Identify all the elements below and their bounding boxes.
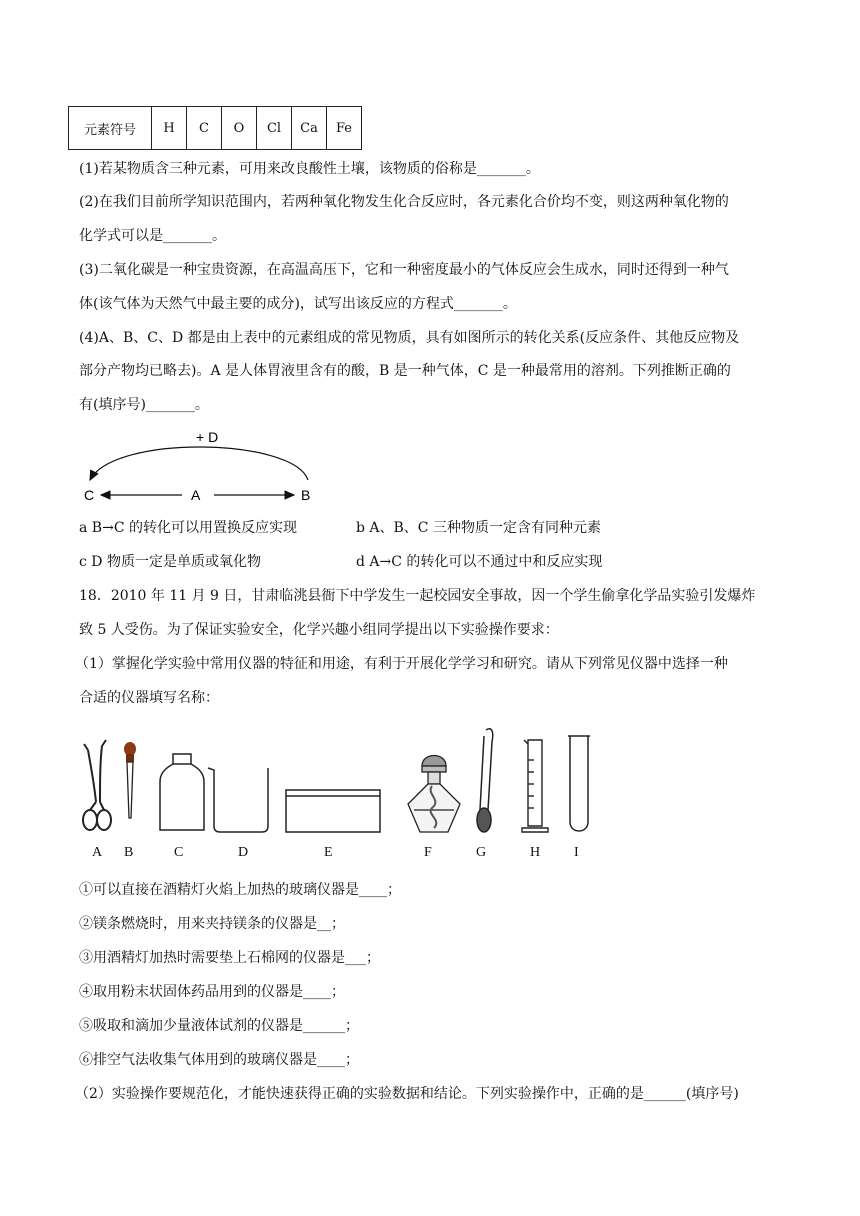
instrument-label-g: G	[476, 845, 487, 860]
test-tube-icon	[568, 736, 590, 831]
table-header-cell: 元素符号	[69, 107, 152, 150]
question-3-line-1: (3)二氧化碳是一种宝贵资源，在高温高压下，它和一种密度最小的气体反应会生成水，同时还得到一种气	[79, 262, 729, 278]
instrument-label-d: D	[238, 845, 249, 860]
instrument-label-f: F	[424, 845, 432, 860]
water-trough-icon	[286, 790, 380, 832]
curved-arrow-b-to-c	[90, 447, 308, 480]
option-d: d A→C 的转化可以不通过中和反应实现	[356, 554, 603, 570]
medicine-spoon-icon	[477, 729, 493, 832]
question-18-line-2: 致 5 人受伤。为了保证实验安全，化学兴趣小组同学提出以下实验操作要求：	[79, 622, 559, 638]
diagram-plus-d-label: + D	[196, 429, 219, 445]
symbol-cell: Cl	[257, 107, 292, 150]
sub-question-5: ⑤吸取和滴加少量液体试剂的仪器是______；	[79, 1018, 359, 1034]
question-4-line-1: (4)A、B、C、D 都是由上表中的元素组成的常见物质，具有如图所示的转化关系(反应条件、其他反应物及	[79, 330, 740, 346]
question-18-part-1-line-1: （1）掌握化学实验中常用仪器的特征和用途，有利于开展化学学习和研究。请从下列常见仪器中选择一种	[75, 656, 728, 672]
question-3-line-2: 体(该气体为天然气中最主要的成分)，试写出该反应的方程式_______。	[79, 296, 517, 312]
instrument-label-b: B	[124, 845, 134, 860]
symbol-cell: O	[222, 107, 257, 150]
instrument-label-i: I	[574, 845, 579, 860]
question-18-part-1-line-2: 合适的仪器填写名称：	[79, 690, 219, 706]
sub-question-3: ③用酒精灯加热时需要垫上石棉网的仪器是___；	[79, 950, 380, 966]
question-18-part-2: （2）实验操作要规范化，才能快速获得正确的实验数据和结论。下列实验操作中，正确的是______(填序号)	[75, 1086, 739, 1102]
instrument-label-h: H	[530, 845, 541, 860]
diagram-node-a: A	[191, 487, 201, 503]
beaker-icon	[208, 768, 268, 832]
question-4-line-2: 部分产物均已略去)。A 是人体胃液里含有的酸，B 是一种气体，C 是一种最常用的溶剂。下列推断正确的	[79, 363, 731, 379]
option-b: b A、B、C 三种物质一定含有同种元素	[356, 520, 601, 536]
sub-question-4: ④取用粉末状固体药品用到的仪器是____；	[79, 984, 345, 1000]
instrument-label-a: A	[92, 845, 103, 860]
conversion-diagram	[74, 428, 324, 506]
option-a: a B→C 的转化可以用置换反应实现	[79, 520, 297, 536]
option-c: c D 物质一定是单质或氧化物	[79, 554, 261, 570]
question-4-line-3: 有(填序号)_______。	[79, 397, 209, 413]
sub-question-1: ①可以直接在酒精灯火焰上加热的玻璃仪器是____；	[79, 882, 401, 898]
question-2-line-2: 化学式可以是_______。	[79, 228, 226, 244]
graduated-cylinder-icon	[522, 740, 548, 832]
symbol-cell: H	[152, 107, 187, 150]
question-18-line-1: 18．2010 年 11 月 9 日，甘肃临洮县衙下中学发生一起校园安全事故，因一个学生偷拿化学品实验引发爆炸	[79, 588, 756, 604]
instrument-label-c: C	[174, 845, 184, 860]
alcohol-lamp-icon	[408, 756, 460, 833]
sub-question-6: ⑥排空气法收集气体用到的玻璃仪器是____；	[79, 1052, 359, 1068]
symbol-cell: C	[187, 107, 222, 150]
crucible-tongs-icon	[83, 740, 111, 830]
dropper-icon	[124, 742, 136, 818]
diagram-node-b: B	[301, 487, 311, 503]
question-2-line-1: (2)在我们目前所学知识范围内，若两种氧化物发生化合反应时，各元素化合价均不变，则这两种氧化物的	[79, 194, 729, 210]
sub-question-2: ②镁条燃烧时，用来夹持镁条的仪器是__；	[79, 916, 345, 932]
symbol-cell: Fe	[327, 107, 362, 150]
question-1: (1)若某物质含三种元素，可用来改良酸性土壤，该物质的俗称是_______。	[79, 161, 540, 177]
lab-instruments-figure	[76, 722, 616, 862]
diagram-node-c: C	[84, 487, 95, 503]
reagent-bottle-icon	[160, 754, 204, 830]
instrument-label-e: E	[324, 845, 333, 860]
symbol-cell: Ca	[292, 107, 327, 150]
element-symbol-table	[68, 106, 362, 150]
